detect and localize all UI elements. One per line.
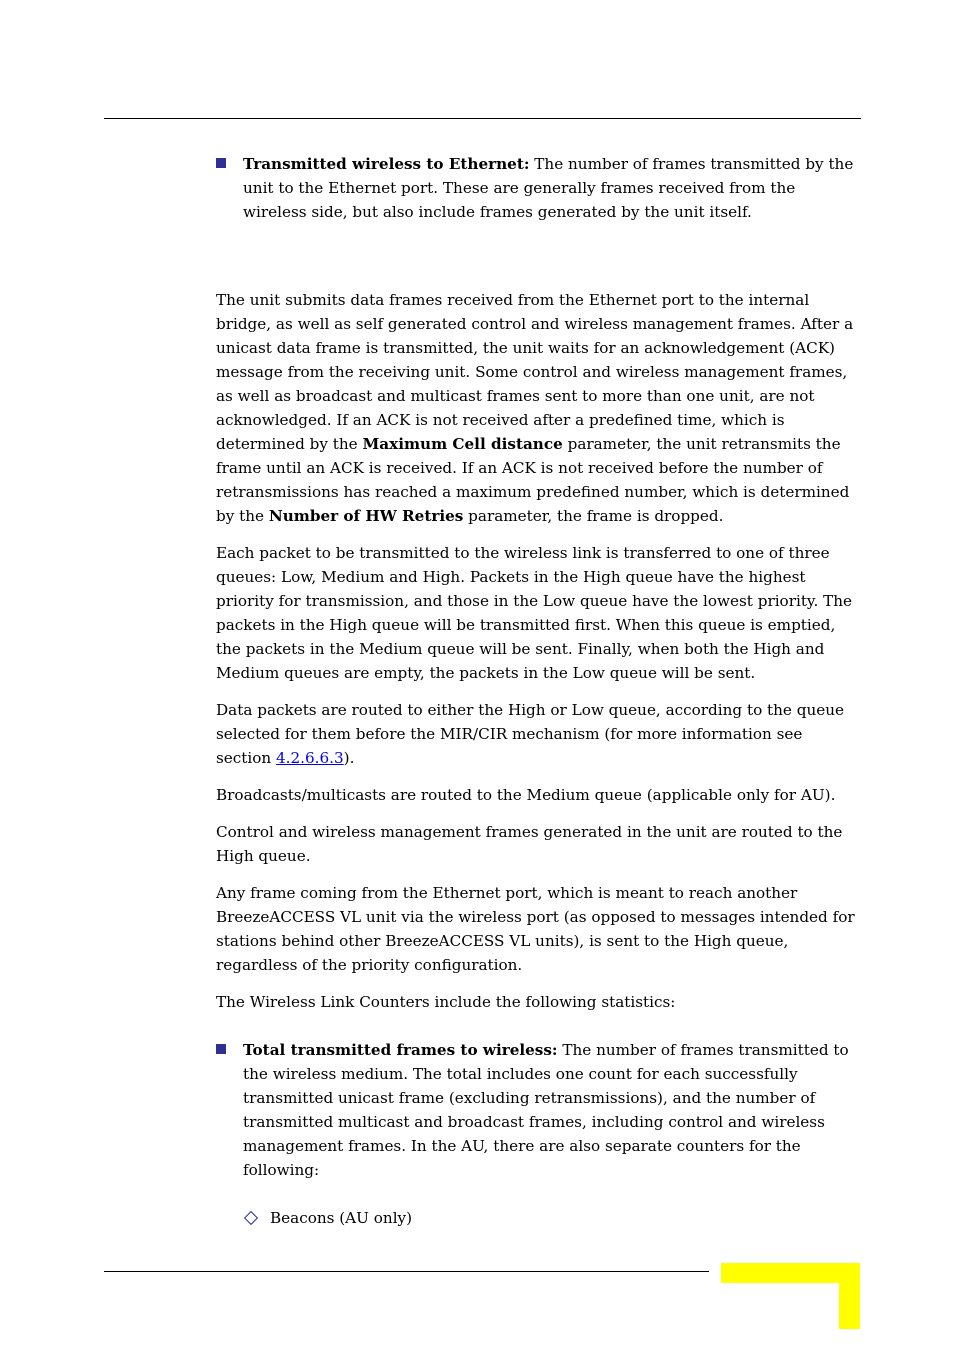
sub-bullet-beacons <box>244 1206 844 1230</box>
paragraph-frame-submission <box>216 288 861 528</box>
section-link[interactable]: 4.2.6.6.3 <box>276 749 344 767</box>
page-tab-marker <box>721 1263 860 1329</box>
bullet-description: The number of frames transmitted by the unit to the Ethernet port. These are generally frames received from the wireless side, but also include frames generated by the unit itself. <box>243 155 854 221</box>
footer-rule <box>104 1271 709 1272</box>
param-hw-retries: Number of HW Retries <box>268 507 464 525</box>
para-text: Data packets are routed to either the High or Low queue, according to the queue selected for them before the MIR/CIR mechanism (for more information see section <box>216 701 845 767</box>
para-text: The unit submits data frames received from the Ethernet port to the internal bridge, as well as self generated control and wireless management frames. After a unicast data frame is transmitted, the unit waits for an acknowledgement (ACK) message from the receiving unit. Some control and wireless management frames, as well as broadcast and multicast frames sent to more than one unit, are not acknowledged. If an ACK is not received after a predefined time, which is determined by the <box>216 291 854 453</box>
bullet-text <box>243 1038 861 1182</box>
bullet-term: Transmitted wireless to Ethernet: <box>243 155 530 173</box>
bullet-text <box>243 152 861 224</box>
bullet-term: Total transmitted frames to wireless: <box>243 1041 558 1059</box>
page-tab-column <box>839 1263 860 1329</box>
para-text: parameter, the frame is dropped. <box>463 507 724 525</box>
para-text: parameter, the unit retransmits the frame until an ACK is received. If an ACK is not received before the number of retransmissions has reached a maximum predefined number, which is determined by the <box>216 435 850 525</box>
header-rule <box>104 118 861 119</box>
square-bullet-icon <box>216 1044 226 1054</box>
diamond-bullet-icon <box>244 1211 258 1225</box>
paragraph-ethernet-frames: Any frame coming from the Ethernet port, which is meant to reach another BreezeACCESS VL unit via the wireless port (as opposed to messages intended for stations behind other BreezeACCESS VL units), is sent to the High queue, regardless of the priority configuration. <box>216 884 855 974</box>
paragraph-routing <box>216 698 861 770</box>
bullet-transmitted-wireless-to-ethernet <box>216 152 861 224</box>
bullet-total-transmitted-frames <box>216 1038 861 1182</box>
paragraph-counters-intro: The Wireless Link Counters include the following statistics: <box>216 993 676 1011</box>
paragraph-queues: Each packet to be transmitted to the wireless link is transferred to one of three queues: Low, Medium and High. Packets in the High queue have the highest priority for transmission, and those in the Low queue have the lowest priority. The packets in the High queue will be transmitted first. When this queue is emptied, the packets in the Medium queue will be sent. Finally, when both the High and Medium queues are empty, the packets in the Low queue will be sent. <box>216 544 853 682</box>
square-bullet-icon <box>216 158 226 168</box>
sub-bullet-text: Beacons (AU only) <box>270 1209 413 1227</box>
para-text: ). <box>343 749 355 767</box>
paragraph-broadcasts: Broadcasts/multicasts are routed to the Medium queue (applicable only for AU). <box>216 786 836 804</box>
param-max-cell-distance: Maximum Cell distance <box>362 435 563 453</box>
paragraph-control-frames: Control and wireless management frames generated in the unit are routed to the High queue. <box>216 823 843 865</box>
bullet-description: The number of frames transmitted to the wireless medium. The total includes one count for each successfully transmitted unicast frame (excluding retransmissions), and the number of transmitted multicast and broadcast frames, including control and wireless management frames. In the AU, there are also separate counters for the following: <box>243 1041 849 1179</box>
